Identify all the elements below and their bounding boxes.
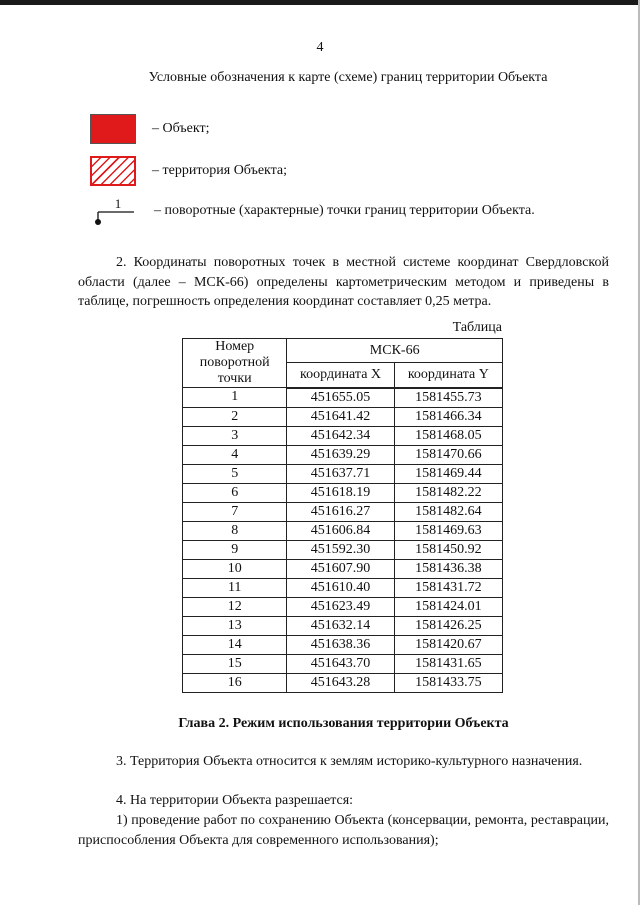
table-row <box>183 426 503 445</box>
coordinate-y-cell: 1581470.66 <box>394 445 502 464</box>
coordinate-y-cell: 1581469.63 <box>394 521 502 540</box>
legend-item-territory <box>90 156 287 186</box>
coordinate-y-cell: 1581426.25 <box>394 616 502 635</box>
coordinate-x-cell: 451606.84 <box>287 521 394 540</box>
paragraph-4-item-1: 1) проведение работ по сохранению Объекта (консервации, ремонта, реставрации, приспособления Объекта для современного использования); <box>78 813 609 848</box>
scan-top-edge <box>0 0 640 5</box>
coordinate-x-cell: 451616.27 <box>287 502 394 521</box>
header-coordinate-x: координата X <box>287 363 394 388</box>
table-row <box>183 464 503 483</box>
point-number-cell: 7 <box>183 502 287 521</box>
turning-point-icon <box>90 194 138 228</box>
table-row <box>183 540 503 559</box>
table-row <box>183 654 503 673</box>
point-number-cell: 10 <box>183 559 287 578</box>
header-point-number: Номер поворотной точки <box>183 339 287 388</box>
coordinate-x-cell: 451643.28 <box>287 673 394 692</box>
table-row <box>183 521 503 540</box>
coordinate-x-cell: 451632.14 <box>287 616 394 635</box>
coordinate-y-cell: 1581455.73 <box>394 388 502 408</box>
coordinate-x-cell: 451643.70 <box>287 654 394 673</box>
coordinate-x-cell: 451638.36 <box>287 635 394 654</box>
coordinate-y-cell: 1581436.38 <box>394 559 502 578</box>
coordinate-x-cell: 451655.05 <box>287 388 394 408</box>
legend-label-object: – Объект; <box>152 121 210 136</box>
table-row <box>183 502 503 521</box>
coordinate-y-cell: 1581469.44 <box>394 464 502 483</box>
table-row <box>183 635 503 654</box>
coordinate-x-cell: 451607.90 <box>287 559 394 578</box>
coordinate-y-cell: 1581431.72 <box>394 578 502 597</box>
point-number-cell: 14 <box>183 635 287 654</box>
point-number-cell: 4 <box>183 445 287 464</box>
page-number: 4 <box>316 40 324 55</box>
coordinates-table-body <box>183 388 503 693</box>
coordinate-x-cell: 451637.71 <box>287 464 394 483</box>
table-caption: Таблица <box>452 320 502 335</box>
legend-label-turning-points: – поворотные (характерные) точки границ территории Объекта. <box>154 203 535 218</box>
header-coordinate-y: координата Y <box>394 363 502 388</box>
coordinate-y-cell: 1581431.65 <box>394 654 502 673</box>
table-row <box>183 616 503 635</box>
table-row <box>183 673 503 692</box>
table-row <box>183 483 503 502</box>
coordinate-y-cell: 1581466.34 <box>394 407 502 426</box>
red-solid-swatch-icon <box>90 114 136 144</box>
coordinates-table <box>182 338 503 693</box>
paragraph-4: 4. На территории Объекта разрешается: <box>116 793 354 808</box>
coordinate-y-cell: 1581450.92 <box>394 540 502 559</box>
paragraph-3: 3. Территория Объекта относится к землям историко-культурного назначения. <box>116 754 583 769</box>
red-hatched-swatch-icon <box>90 156 136 186</box>
point-number-cell: 16 <box>183 673 287 692</box>
turning-point-symbol-number: 1 <box>114 196 122 211</box>
point-number-cell: 12 <box>183 597 287 616</box>
table-row <box>183 407 503 426</box>
paragraph-2: 2. Координаты поворотных точек в местной системе координат Свердловской области (далее – МСК-66) определены картометрическим методом и приведены в таблице, погрешность определения координат составляет 0,25 метра. <box>78 255 609 309</box>
point-number-cell: 5 <box>183 464 287 483</box>
coordinate-y-cell: 1581420.67 <box>394 635 502 654</box>
coordinate-y-cell: 1581424.01 <box>394 597 502 616</box>
legend-item-turning-points <box>90 194 535 228</box>
legend-item-object <box>90 114 209 144</box>
table-row <box>183 578 503 597</box>
coordinate-x-cell: 451639.29 <box>287 445 394 464</box>
coordinate-x-cell: 451641.42 <box>287 407 394 426</box>
table-row <box>183 445 503 464</box>
point-number-cell: 11 <box>183 578 287 597</box>
point-number-cell: 9 <box>183 540 287 559</box>
coordinate-y-cell: 1581482.22 <box>394 483 502 502</box>
coordinate-y-cell: 1581482.64 <box>394 502 502 521</box>
legend-label-territory: – территория Объекта; <box>152 163 288 178</box>
point-number-cell: 2 <box>183 407 287 426</box>
table-row <box>183 388 503 408</box>
header-coordinate-system: МСК-66 <box>287 339 503 363</box>
coordinate-x-cell: 451623.49 <box>287 597 394 616</box>
point-number-cell: 3 <box>183 426 287 445</box>
point-number-cell: 15 <box>183 654 287 673</box>
point-number-cell: 1 <box>183 388 287 408</box>
table-row <box>183 597 503 616</box>
chapter-title: Глава 2. Режим использования территории Объекта <box>178 716 509 731</box>
coordinate-x-cell: 451610.40 <box>287 578 394 597</box>
table-row <box>183 559 503 578</box>
point-number-cell: 6 <box>183 483 287 502</box>
coordinate-y-cell: 1581468.05 <box>394 426 502 445</box>
point-number-cell: 13 <box>183 616 287 635</box>
coordinate-x-cell: 451592.30 <box>287 540 394 559</box>
coordinate-y-cell: 1581433.75 <box>394 673 502 692</box>
coordinate-x-cell: 451618.19 <box>287 483 394 502</box>
coordinate-x-cell: 451642.34 <box>287 426 394 445</box>
legend-title: Условные обозначения к карте (схеме) границ территории Объекта <box>148 70 548 85</box>
point-number-cell: 8 <box>183 521 287 540</box>
